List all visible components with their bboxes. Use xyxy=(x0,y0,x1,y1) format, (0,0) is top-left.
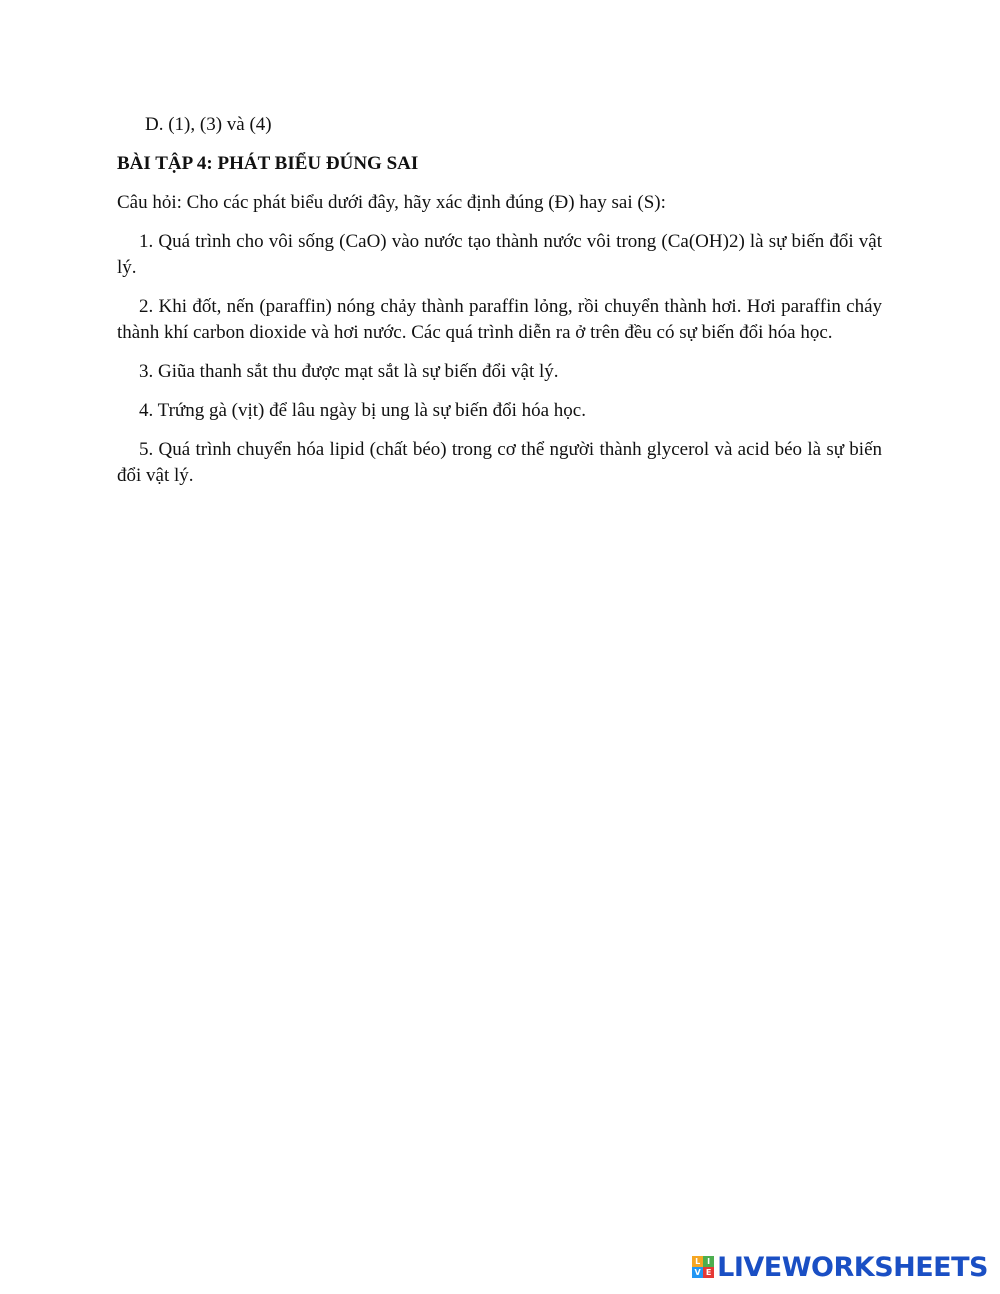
exercise-heading: BÀI TẬP 4: PHÁT BIỂU ĐÚNG SAI xyxy=(117,153,419,174)
logo-mark-letter-v: V xyxy=(692,1267,703,1278)
liveworksheets-logo xyxy=(692,1252,988,1282)
logo-mark-icon xyxy=(692,1256,714,1278)
worksheet-page xyxy=(117,112,882,502)
statement-2: 2. Khi đốt, nến (paraffin) nóng chảy thành paraffin lỏng, rồi chuyển thành hơi. Hơi paraffin cháy thành khí carbon dioxide và hơi nước. Các quá trình diễn ra ở trên đều có sự biến đổi hóa học. xyxy=(117,296,882,343)
statement-5: 5. Quá trình chuyển hóa lipid (chất béo) trong cơ thể người thành glycerol và acid béo là sự biến đổi vật lý. xyxy=(117,439,882,486)
logo-mark-letter-l: L xyxy=(692,1256,703,1267)
logo-mark-letter-i: I xyxy=(703,1256,714,1267)
statement-3: 3. Giũa thanh sắt thu được mạt sắt là sự biến đổi vật lý. xyxy=(139,361,559,382)
logo-text: LIVEWORKSHEETS xyxy=(717,1251,988,1283)
statement-4: 4. Trứng gà (vịt) để lâu ngày bị ung là sự biến đổi hóa học. xyxy=(139,400,586,421)
logo-mark-letter-e: E xyxy=(703,1267,714,1278)
question-prompt: Câu hỏi: Cho các phát biểu dưới đây, hãy xác định đúng (Đ) hay sai (S): xyxy=(117,192,666,213)
answer-option-d: D. (1), (3) và (4) xyxy=(145,114,272,135)
statement-1: 1. Quá trình cho vôi sống (CaO) vào nước tạo thành nước vôi trong (Ca(OH)2) là sự biến đổi vật lý. xyxy=(117,231,882,278)
